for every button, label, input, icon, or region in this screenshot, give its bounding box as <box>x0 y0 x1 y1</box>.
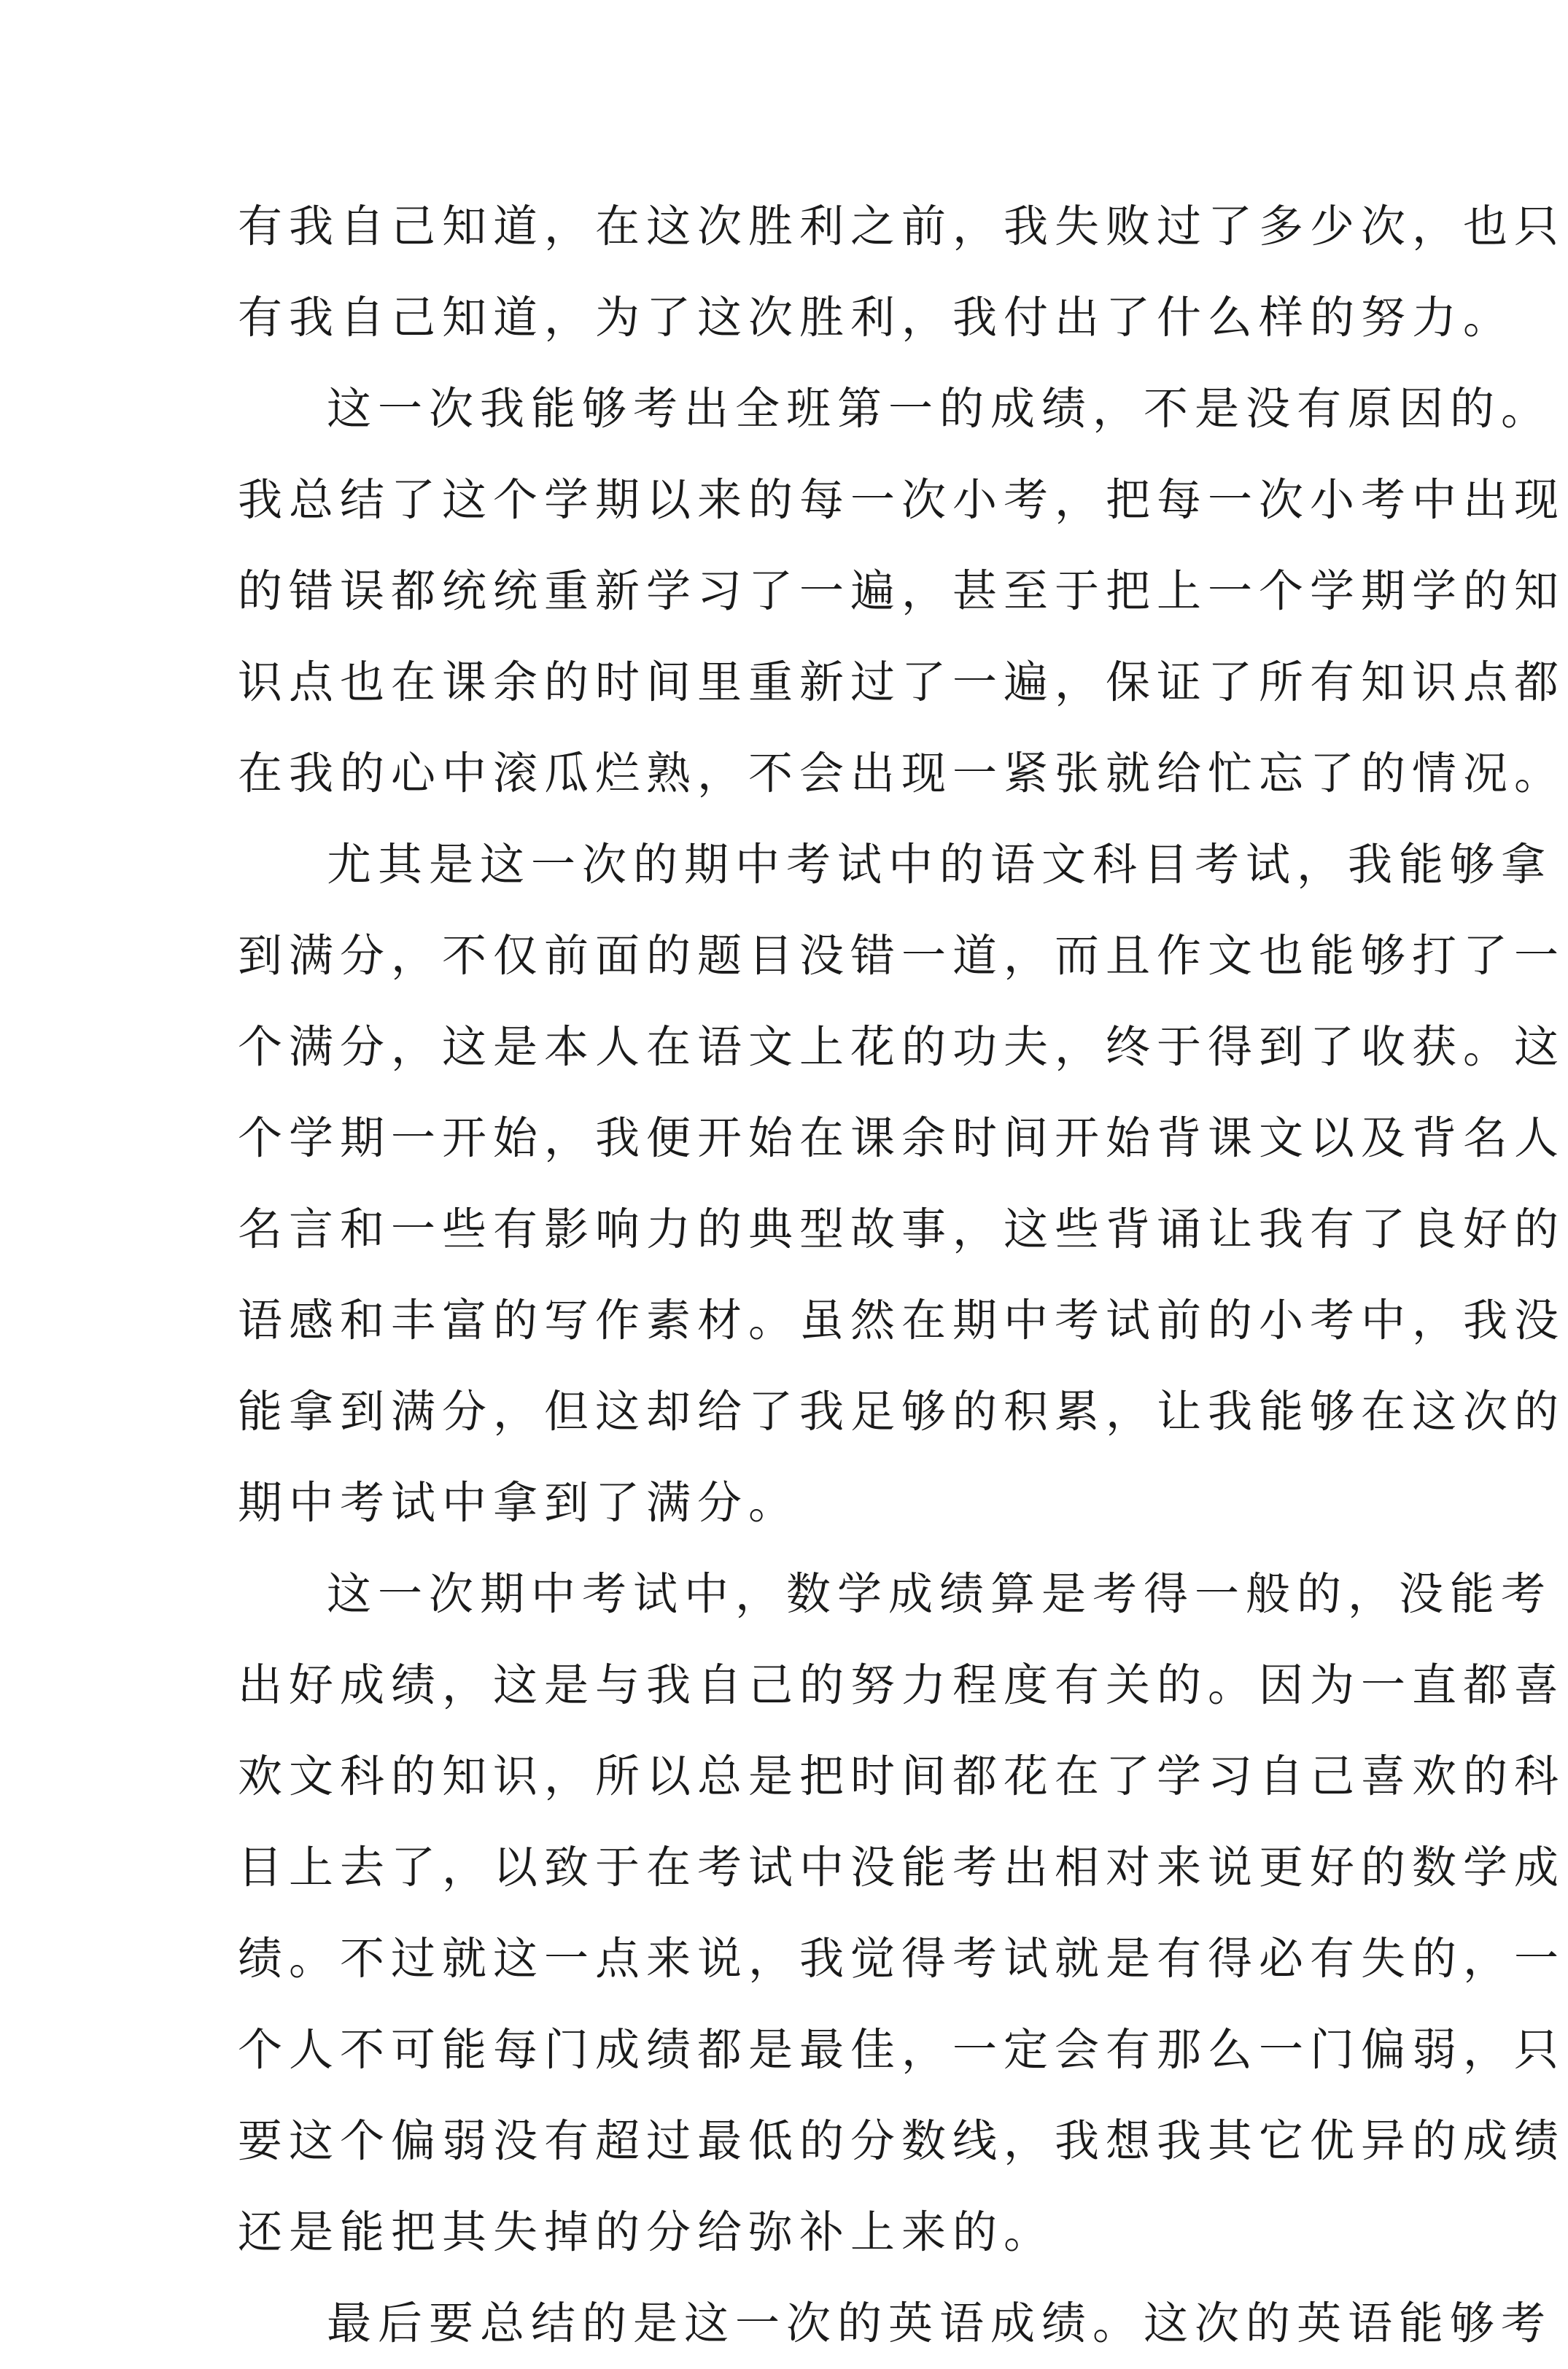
body-text <box>238 181 1566 2369</box>
text-line: 有我自己知道，为了这次胜利，我付出了什么样的努力。 <box>238 292 1515 344</box>
paragraph-start-line: 这一次我能够考出全班第一的成绩，不是没有原因的。 <box>327 383 1553 435</box>
paragraph-start-line: 尤其是这一次的期中考试中的语文科目考试，我能够拿 <box>327 839 1553 891</box>
text-line: 语感和丰富的写作素材。虽然在期中考试前的小考中，我没 <box>238 1295 1566 1346</box>
paragraph-start-line: 最后要总结的是这一次的英语成绩。这次的英语能够考 <box>327 2298 1553 2349</box>
text-line: 有我自己知道，在这次胜利之前，我失败过了多少次，也只 <box>238 201 1566 252</box>
text-line: 期中考试中拿到了满分。 <box>238 1477 800 1529</box>
text-line: 个满分，这是本人在语文上花的功夫，终于得到了收获。这 <box>238 1021 1566 1073</box>
text-line: 绩。不过就这一点来说，我觉得考试就是有得必有失的，一 <box>238 1933 1566 1985</box>
text-line: 出好成绩，这是与我自己的努力程度有关的。因为一直都喜 <box>238 1659 1566 1711</box>
text-line: 名言和一些有影响力的典型故事，这些背诵让我有了良好的 <box>238 1203 1566 1255</box>
text-line: 要这个偏弱没有超过最低的分数线，我想我其它优异的成绩 <box>238 2115 1566 2167</box>
text-line: 我总结了这个学期以来的每一次小考，把每一次小考中出现 <box>238 474 1566 526</box>
text-line: 个学期一开始，我便开始在课余时间开始背课文以及背名人 <box>238 1112 1566 1164</box>
text-line: 的错误都统统重新学习了一遍，甚至于把上一个学期学的知 <box>238 565 1566 617</box>
text-line: 到满分，不仅前面的题目没错一道，而且作文也能够打了一 <box>238 930 1566 982</box>
text-line: 个人不可能每门成绩都是最佳，一定会有那么一门偏弱，只 <box>238 2024 1566 2076</box>
text-line: 识点也在课余的时间里重新过了一遍，保证了所有知识点都 <box>238 656 1566 708</box>
paragraph-start-line: 这一次期中考试中，数学成绩算是考得一般的，没能考 <box>327 1568 1553 1620</box>
text-line: 在我的心中滚瓜烂熟，不会出现一紧张就给忙忘了的情况。 <box>238 748 1566 799</box>
text-line: 能拿到满分，但这却给了我足够的积累，让我能够在这次的 <box>238 1386 1566 1438</box>
text-line: 还是能把其失掉的分给弥补上来的。 <box>238 2206 1055 2258</box>
text-line: 欢文科的知识，所以总是把时间都花在了学习自己喜欢的科 <box>238 1750 1566 1802</box>
text-line: 目上去了，以致于在考试中没能考出相对来说更好的数学成 <box>238 1842 1566 1893</box>
